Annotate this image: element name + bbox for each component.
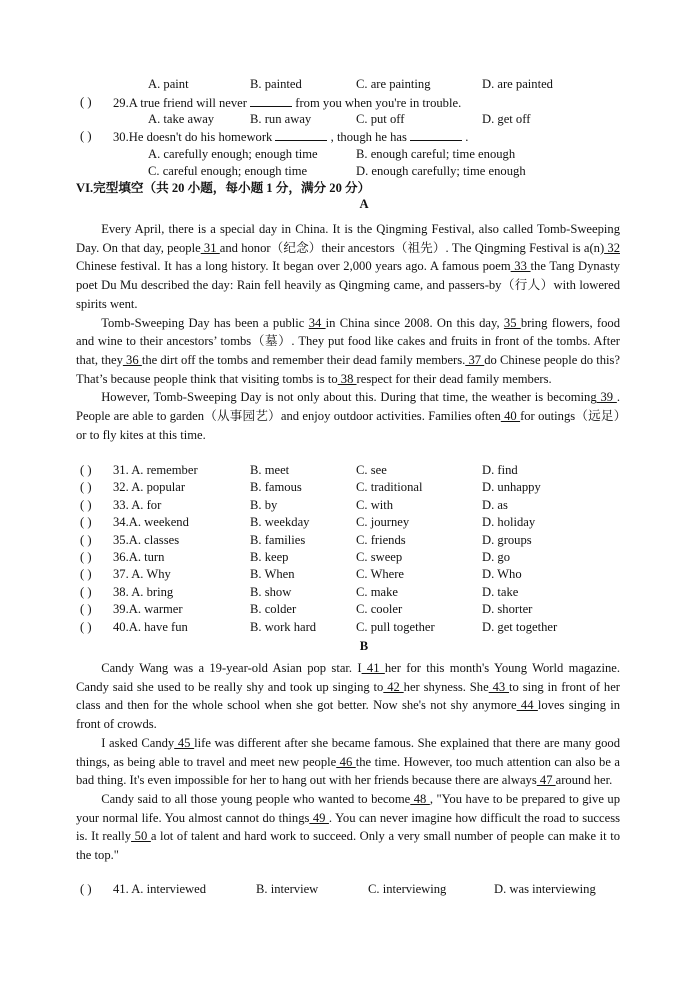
q28-option-d[interactable]: D. are painted — [482, 77, 553, 91]
answer-paren[interactable]: ( ) — [80, 602, 92, 617]
question-row — [80, 566, 640, 583]
option-b[interactable]: B. colder — [250, 602, 297, 617]
passage-b-paragraph-3: Candy said to all those young people who wanted to become 48 , "You have to be prepared to give up your normal life. You almost cannot do things 49 . You can never imagine how difficult the road to success is. It really 50 a lot of talent and hard work to succeed. Only a very small number of people can make it to the top." — [76, 791, 621, 863]
option-b[interactable]: B. meet — [250, 463, 290, 477]
answer-paren[interactable]: ( ) — [80, 95, 92, 109]
q29-stem-before: 29.A true friend will never — [113, 96, 247, 110]
option-d[interactable]: D. shorter — [482, 602, 533, 617]
blank-38[interactable]: 38 — [337, 371, 357, 386]
passage-a-paragraph-2: Tomb-Sweeping Day has been a public 34 in China since 2008. On this day, 35 bring flowers, food and wine to their ancestors’ tombs（墓）. They put food like cakes and fruits in front of the tombs. After that, they 36 the dirt off the tombs and remember their dead family members. 37 do Chinese people do this? That’s because people think that visiting tombs is to 38 respect for their dead family members. — [76, 315, 621, 386]
option-a[interactable]: 32. A. popular — [113, 480, 186, 495]
blank-39[interactable]: 39 — [596, 390, 617, 405]
blank-31[interactable]: 31 — [200, 240, 220, 255]
option-c[interactable]: C. see — [356, 463, 387, 477]
q30-options-2 — [80, 163, 640, 180]
option-c[interactable]: C. cooler — [356, 602, 403, 617]
option-b[interactable]: B. work hard — [250, 619, 317, 634]
q30-stem — [80, 128, 640, 145]
option-c[interactable]: C. friends — [356, 532, 406, 547]
option-c[interactable]: C. journey — [356, 515, 410, 530]
option-d[interactable]: D. as — [482, 497, 508, 512]
q30-option-a[interactable]: A. carefully enough; enough time — [148, 147, 318, 161]
passage-a-paragraph-1: Every April, there is a special day in China. It is the Qingming Festival, also called Tomb-Sweeping Day. On that day, people 31 and honor（纪念）their ancestors（祖先）. The Qingming Festival is a(n) 32 Chinese festival. It has a long history. It began over 2,000 years ago. A famous poem 33 the Tang Dynasty poet Du Mu described the day: Rain fell heavily as Qingming came, and passers-by（行人）with lowered spirits went. — [76, 222, 620, 311]
option-b[interactable]: B. show — [250, 584, 292, 599]
option-a[interactable]: 34.A. weekend — [113, 515, 189, 530]
q41-option-d[interactable]: D. was interviewing — [494, 882, 596, 896]
q30-stem-mid: , though he has — [330, 130, 407, 144]
q28-option-a[interactable]: A. paint — [148, 77, 189, 91]
option-d[interactable]: D. unhappy — [482, 480, 541, 495]
question-row — [80, 601, 640, 618]
q30-blank-1[interactable] — [275, 128, 327, 141]
answer-paren[interactable]: ( ) — [80, 497, 92, 512]
q29-blank[interactable] — [250, 94, 292, 107]
section-heading: VI.完型填空（共 20 小题，每小题 1 分，满分 20 分） — [76, 181, 371, 195]
question-row — [80, 549, 640, 566]
question-row — [80, 462, 640, 479]
blank-42[interactable]: 42 — [383, 679, 404, 694]
q29-stem-after: from you when you're in trouble. — [295, 96, 462, 110]
option-a[interactable]: 35.A. classes — [113, 532, 180, 547]
q28-options — [80, 76, 640, 93]
q30-option-b[interactable]: B. enough careful; time enough — [356, 147, 516, 161]
option-d[interactable]: D. groups — [482, 532, 532, 547]
option-a[interactable]: 31. A. remember — [113, 463, 198, 477]
question-row — [80, 514, 640, 531]
q29-option-b[interactable]: B. run away — [250, 112, 312, 126]
option-c[interactable]: C. traditional — [356, 480, 423, 495]
answer-paren[interactable]: ( ) — [80, 619, 92, 634]
option-b[interactable]: B. by — [250, 497, 278, 512]
q30-stem-before: 30.He doesn't do his homework — [113, 130, 273, 144]
blank-46[interactable]: 46 — [336, 754, 356, 769]
answer-paren[interactable]: ( ) — [80, 550, 92, 564]
passage-a-label: A — [359, 197, 369, 211]
answer-paren[interactable]: ( ) — [80, 532, 92, 547]
q29-stem — [80, 94, 640, 111]
answer-paren[interactable]: ( ) — [80, 584, 92, 599]
option-d[interactable]: D. take — [482, 584, 519, 599]
answer-paren[interactable]: ( ) — [80, 129, 92, 143]
q29-option-c[interactable]: C. put off — [356, 112, 405, 126]
answer-paren[interactable]: ( ) — [80, 463, 92, 477]
q29-option-a[interactable]: A. take away — [148, 112, 215, 126]
answer-paren[interactable]: ( ) — [80, 567, 92, 582]
blank-48[interactable]: 48 — [410, 791, 430, 806]
passage-b-paragraph-2: I asked Candy 45 life was different after she became famous. She explained that there are many good things, as being able to travel and meet new people 46 the time. However, too much attention can also be a bad thing. It's even impossible for her to hang out with her friends because there are always 47 around her. — [76, 735, 621, 788]
blank-35[interactable]: 35 — [503, 315, 521, 330]
q29-option-d[interactable]: D. get off — [482, 112, 531, 126]
q41-option-a[interactable]: 41. A. interviewed — [113, 882, 207, 896]
blank-34[interactable]: 34 — [308, 315, 326, 330]
blank-40[interactable]: 40 — [500, 409, 521, 424]
option-a[interactable]: 36.A. turn — [113, 550, 165, 564]
passage-a — [76, 220, 620, 444]
option-a[interactable]: 33. A. for — [113, 497, 162, 512]
passage-b — [76, 659, 620, 865]
blank-50[interactable]: 50 — [131, 829, 151, 844]
option-c[interactable]: C. with — [356, 497, 394, 512]
option-d[interactable]: D. get together — [482, 619, 558, 634]
blank-33[interactable]: 33 — [510, 259, 531, 274]
q41-option-b[interactable]: B. interview — [256, 882, 319, 896]
passage-a-paragraph-3: However, Tomb-Sweeping Day is not only about this. During that time, the weather is becoming 39 . People are able to garden（从事园艺）and enjoy outdoor activities. Families often 40 for outings（远足）or to fly kites at this time. — [76, 390, 620, 442]
blank-43[interactable]: 43 — [488, 679, 510, 694]
q41-row — [80, 881, 640, 898]
passage-b-label: B — [359, 639, 369, 653]
answer-paren[interactable]: ( ) — [80, 480, 92, 495]
blank-49[interactable]: 49 — [309, 810, 329, 825]
q29-options — [80, 111, 640, 128]
option-b[interactable]: B. famous — [250, 480, 302, 495]
q30-option-c[interactable]: C. careful enough; enough time — [148, 164, 308, 178]
option-b[interactable]: B. keep — [250, 550, 289, 564]
option-a[interactable]: 38. A. bring — [113, 584, 174, 599]
option-c[interactable]: C. make — [356, 584, 398, 599]
blank-45[interactable]: 45 — [174, 735, 195, 750]
option-b[interactable]: B. weekday — [250, 515, 310, 530]
option-a[interactable]: 39.A. warmer — [113, 602, 183, 617]
q30-blank-2[interactable] — [410, 128, 462, 141]
option-a[interactable]: 37. A. Why — [113, 567, 171, 582]
option-d[interactable]: D. go — [482, 550, 510, 564]
blank-37[interactable]: 37 — [465, 352, 485, 367]
answer-paren[interactable]: ( ) — [80, 515, 92, 530]
answer-paren[interactable]: ( ) — [80, 882, 92, 896]
option-c[interactable]: C. pull together — [356, 619, 435, 634]
q30-option-d[interactable]: D. enough carefully; time enough — [356, 164, 526, 178]
question-row — [80, 479, 640, 496]
q30-options-1 — [80, 146, 640, 163]
q41-option-c[interactable]: C. interviewing — [368, 882, 447, 896]
blank-32[interactable]: 32 — [604, 240, 620, 255]
blank-44[interactable]: 44 — [516, 698, 538, 713]
option-b[interactable]: B. When — [250, 567, 295, 582]
option-c[interactable]: C. sweep — [356, 550, 403, 564]
q28-option-b[interactable]: B. painted — [250, 77, 302, 91]
option-d[interactable]: D. find — [482, 463, 518, 477]
option-b[interactable]: B. families — [250, 532, 306, 547]
question-row — [80, 497, 640, 514]
passage-b-paragraph-1: Candy Wang was a 19-year-old Asian pop star. I 41 her for this month's Young World magazine. Candy said she used to be really shy and took up singing to 42 her shyness. She 43 to sing in front of her class and then for the whole school when she got better. Now she's not shy anymore 44 loves singing in front of crowds. — [76, 661, 621, 732]
blank-47[interactable]: 47 — [536, 773, 556, 788]
blank-41[interactable]: 41 — [361, 661, 385, 675]
question-row — [80, 619, 640, 636]
option-a[interactable]: 40.A. have fun — [113, 619, 188, 634]
question-row — [80, 584, 640, 601]
option-d[interactable]: D. holiday — [482, 515, 536, 530]
question-row — [80, 532, 640, 549]
q30-stem-end: . — [465, 130, 469, 144]
q28-option-c[interactable]: C. are painting — [356, 77, 431, 91]
option-c[interactable]: C. Where — [356, 567, 405, 582]
option-d[interactable]: D. Who — [482, 567, 522, 582]
blank-36[interactable]: 36 — [122, 352, 142, 367]
